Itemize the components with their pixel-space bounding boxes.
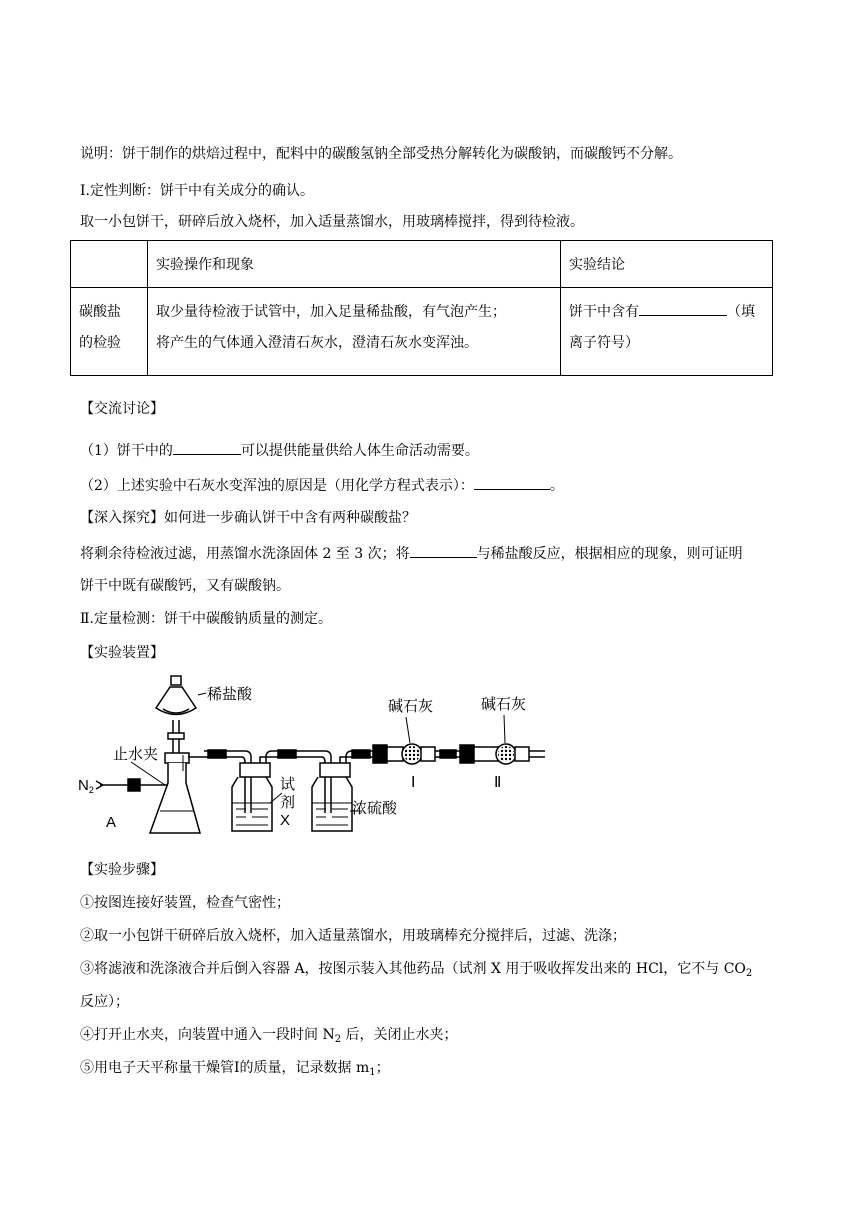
label-x: X xyxy=(280,812,291,829)
deep-text: 将剩余待检液过滤，用蒸馏水洗涤固体 2 至 3 次；将 xyxy=(80,546,410,562)
step-5-text: ⑤用电子天平称量干燥管Ⅰ的质量，记录数据 m xyxy=(80,1060,370,1076)
table-header-cell: 实验结论 xyxy=(561,241,773,288)
subscript: 2 xyxy=(745,968,753,979)
experiment-table xyxy=(70,240,773,376)
label-tube-1: Ⅰ xyxy=(411,774,416,791)
apparatus-title: 【实验装置】 xyxy=(80,645,164,661)
operation-line: 将产生的气体通入澄清石灰水，澄清石灰水变浑浊。 xyxy=(156,335,478,351)
step-3-text: ③将滤液和洗涤液合并后倒入容器 A，按图示装入其他药品（试剂 X 用于吸收挥发出来的 HCl，它不与 CO xyxy=(80,961,746,977)
step-3-cont: 反应）； xyxy=(80,994,129,1010)
drying-tube-1-icon xyxy=(373,744,460,764)
answer-blank[interactable] xyxy=(173,440,241,455)
subscript: 1 xyxy=(369,1067,376,1078)
q1-text: 可以提供能量供给人体生命活动需要。 xyxy=(240,443,479,459)
table-cell-operation xyxy=(148,288,561,376)
label-reagent: 剂 xyxy=(280,794,296,811)
label-reagent: 试 xyxy=(280,776,296,793)
steps-title: 【实验步骤】 xyxy=(80,862,164,878)
part1-title: Ⅰ.定性判断：饼干中有关成分的确认。 xyxy=(80,183,314,199)
sulfuric-acid-bottle-icon xyxy=(312,763,362,831)
step-4-text: ④打开止水夹，向装置中通入一段时间 N xyxy=(80,1027,335,1043)
table-header-cell: 实验操作和现象 xyxy=(148,241,561,288)
discussion-q1 xyxy=(80,440,479,461)
step-1: ①按图连接好装置，检查气密性； xyxy=(80,895,290,911)
discussion-title: 【交流讨论】 xyxy=(80,401,164,417)
table-header-row xyxy=(71,241,773,288)
note-line: 说明：饼干制作的烘焙过程中，配料中的碳酸氢钠全部受热分解转化为碳酸钠，而碳酸钙不分解。 xyxy=(80,146,682,162)
label-hcl: 稀盐酸 xyxy=(207,686,253,703)
flask-a-icon xyxy=(150,753,204,833)
drying-tube-2-icon xyxy=(460,744,545,764)
deep-title-line xyxy=(80,508,416,528)
answer-blank[interactable] xyxy=(474,475,550,490)
label-n2: $N_2$ xyxy=(78,777,94,795)
table-cell-conclusion xyxy=(561,288,773,376)
n2-inlet-icon xyxy=(96,762,168,791)
step-4 xyxy=(80,1025,458,1050)
table-header-cell xyxy=(71,241,148,288)
q2-text: 。 xyxy=(549,478,564,494)
part1-desc: 取一小包饼干，研碎后放入烧杯，加入适量蒸馏水，用玻璃棒搅拌，得到待检液。 xyxy=(80,214,584,230)
deep-text: 与稀盐酸反应，根据相应的现象，则可证明 xyxy=(476,546,743,562)
conclusion-line: 离子符号） xyxy=(569,335,639,351)
part2-title: Ⅱ.定量检测：饼干中碳酸钠质量的测定。 xyxy=(80,611,332,627)
deep-line-1 xyxy=(80,543,743,564)
step-5 xyxy=(80,1058,390,1083)
operation-line: 取少量待检液于试管中，加入足量稀盐酸，有气泡产生； xyxy=(156,304,506,320)
apparatus-diagram xyxy=(0,665,560,850)
step-2: ②取一小包饼干研碎后放入烧杯，加入适量蒸馏水，用玻璃棒充分搅拌后，过滤、洗涤； xyxy=(80,928,626,944)
answer-blank[interactable] xyxy=(410,543,477,558)
q2-text: （2）上述实验中石灰水变浑浊的原因是（用化学方程式表示）： xyxy=(80,478,474,494)
deep-line-2: 饼干中既有碳酸钙，又有碳酸钠。 xyxy=(80,578,290,594)
q1-text: （1）饼干中的 xyxy=(80,443,173,459)
item-line: 的检验 xyxy=(79,335,121,351)
table-cell-item xyxy=(71,288,148,376)
label-a: A xyxy=(106,814,117,831)
label-soda-lime-1: 碱石灰 xyxy=(388,698,434,715)
label-soda-lime-2: 碱石灰 xyxy=(481,696,527,713)
conclusion-line xyxy=(569,297,764,328)
answer-blank[interactable] xyxy=(639,301,727,316)
subscript: 2 xyxy=(334,1034,342,1045)
step-5-text: ； xyxy=(375,1060,390,1076)
discussion-q2 xyxy=(80,475,564,496)
conclusion-text: 饼干中含有 xyxy=(569,304,639,320)
label-h2so4: 浓硫酸 xyxy=(352,800,398,817)
table-row xyxy=(71,288,773,376)
deep-question: 如何进一步确认饼干中含有两种碳酸盐？ xyxy=(164,510,416,526)
label-tube-2: Ⅱ xyxy=(494,774,502,791)
reagent-x-bottle-icon xyxy=(232,763,282,831)
step-4-text: 后，关闭止水夹； xyxy=(341,1027,458,1043)
label-clamp: 止水夹 xyxy=(113,746,159,763)
step-3 xyxy=(80,959,752,984)
deep-title: 【深入探究】 xyxy=(80,510,164,526)
conclusion-text: （填 xyxy=(727,304,755,320)
item-line: 碳酸盐 xyxy=(79,304,121,320)
